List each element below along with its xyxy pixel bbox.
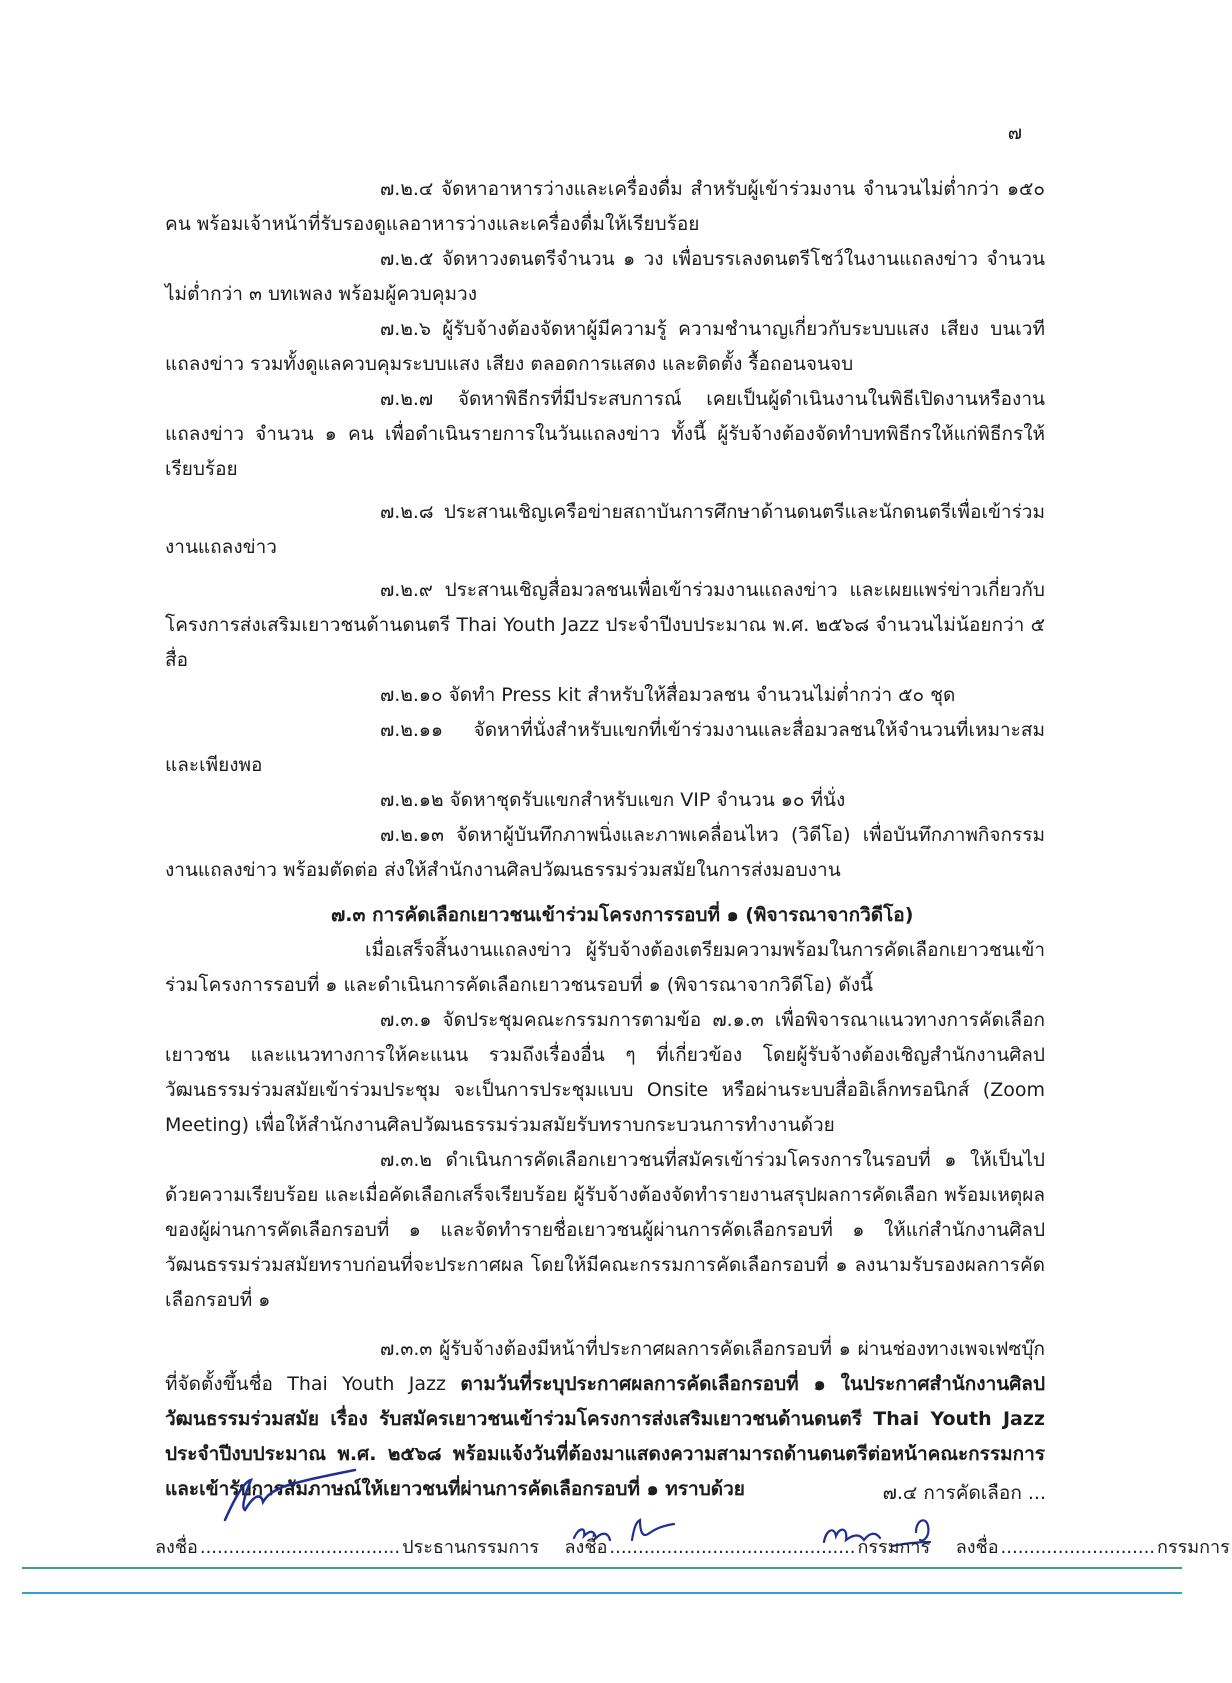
paragraph-7-3-3-normal: ๗.๓.๓ ผู้รับจ้างต้องมีหน้าที่ประกาศผลการคัดเลือกรอบที่ ๑ ผ่านช่องทางเพจเฟซบุ๊ก ที่จัดตั้งขึ้นชื่อ Thai Youth Jazz xyxy=(165,1338,1045,1395)
signature-row xyxy=(155,1532,1230,1561)
paragraph-7-2-8: ๗.๒.๘ ประสานเชิญเครือข่ายสถาบันการศึกษาด้านดนตรีและนักดนตรีเพื่อเข้าร่วมงานแถลงข่าว xyxy=(165,501,1045,558)
paragraph-7-3-3-bold: ตามวันที่ระบุประกาศผลการคัดเลือกรอบที่ ๑ ในประกาศสำนักงานศิลปวัฒนธรรมร่วมสมัย เรื่อง รับสมัครเยาวชนเข้าร่วมโครงการส่งเสริมเยาวชนด้านดนตรี Thai Youth Jazz ประจำปีงบประมาณ พ.ศ. ๒๕๖๘ พร้อมแจ้งวันที่ต้องมาแสดงความสามารถด้านดนตรีต่อหน้าคณะกรรมการและเข้ารับการสัมภาษณ์ให้เยาวชนที่ผ่านการคัดเลือกรอบที่ ๑ ทราบด้วย xyxy=(165,1373,1045,1500)
paragraph-7-2-12: ๗.๒.๑๒ จัดหาชุดรับแขกสำหรับแขก VIP จำนวน ๑๐ ที่นั่ง xyxy=(380,789,846,811)
sign3-dots: ........................... xyxy=(1000,1537,1156,1558)
next-section-reference: ๗.๔ การคัดเลือก ... xyxy=(882,1482,1046,1504)
paragraph-7-2-10: ๗.๒.๑๐ จัดทำ Press kit สำหรับให้สื่อมวลชน จำนวนไม่ต่ำกว่า ๕๐ ชุด xyxy=(380,684,956,706)
paragraph-7-2-13: ๗.๒.๑๓ จัดหาผู้บันทึกภาพนิ่งและภาพเคลื่อนไหว (วิดีโอ) เพื่อบันทึกภาพกิจกรรมงานแถลงข่าว พร้อมตัดต่อ ส่งให้สำนักงานศิลปวัฒนธรรมร่วมสมัยในการส่งมอบงาน xyxy=(165,824,1045,881)
sign1-label: ลงชื่อ xyxy=(155,1537,198,1558)
page-number: ๗ xyxy=(1007,122,1022,144)
sign3-role: กรรมการ xyxy=(1157,1537,1230,1558)
chairman-signature-image xyxy=(215,1462,365,1532)
paragraph-7-2-9: ๗.๒.๙ ประสานเชิญสื่อมวลชนเพื่อเข้าร่วมงานแถลงข่าว และเผยแพร่ข่าวเกี่ยวกับโครงการส่งเสริมเยาวชนด้านดนตรี Thai Youth Jazz ประจำปีงบประมาณ พ.ศ. ๒๕๖๘ จำนวนไม่น้อยกว่า ๕ สื่อ xyxy=(165,579,1045,671)
paragraph-7-2-4: ๗.๒.๔ จัดหาอาหารว่างและเครื่องดื่ม สำหรับผู้เข้าร่วมงาน จำนวนไม่ต่ำกว่า ๑๕๐ คน พร้อมเจ้าหน้าที่รับรองดูแลอาหารว่างและเครื่องดื่มให้เรียบร้อย xyxy=(165,178,1045,235)
paragraph-7-2-6: ๗.๒.๖ ผู้รับจ้างต้องจัดหาผู้มีความรู้ ความชำนาญเกี่ยวกับระบบแสง เสียง บนเวทีแถลงข่าว รวมทั้งดูแลควบคุมระบบแสง เสียง ตลอดการแสดง และติดตั้ง รื้อถอนจนจบ xyxy=(165,318,1045,375)
paragraph-7-2-7: ๗.๒.๗ จัดหาพิธีกรที่มีประสบการณ์ เคยเป็นผู้ดำเนินงานในพิธีเปิดงานหรืองานแถลงข่าว จำนวน ๑ คน เพื่อดำเนินรายการในวันแถลงข่าว ทั้งนี้ ผู้รับจ้างต้องจัดทำบทพิธีกรให้แก่พิธีกรให้เรียบร้อย xyxy=(165,388,1045,480)
sign2-dots: ........................................... xyxy=(609,1537,856,1558)
sign2-label: ลงชื่อ xyxy=(564,1537,608,1558)
sign2-role: กรรมการ xyxy=(857,1537,931,1558)
section-heading-7-3: ๗.๓ การคัดเลือกเยาวชนเข้าร่วมโครงการรอบที่ ๑ (พิจารณาจากวิดีโอ) xyxy=(331,904,914,926)
paragraph-7-3-2: ๗.๓.๒ ดำเนินการคัดเลือกเยาวชนที่สมัครเข้าร่วมโครงการในรอบที่ ๑ ให้เป็นไปด้วยความเรียบร้อย และเมื่อคัดเลือกเสร็จเรียบร้อย ผู้รับจ้างต้องจัดทำรายงานสรุปผลการคัดเลือก พร้อมเหตุผลของผู้ผ่านการคัดเลือกรอบที่ ๑ และจัดทำรายชื่อเยาวชนผู้ผ่านการคัดเลือกรอบที่ ๑ ให้แก่สำนักงานศิลปวัฒนธรรมร่วมสมัยทราบก่อนที่จะประกาศผล โดยให้มีคณะกรรมการคัดเลือกรอบที่ ๑ ลงนามรับรองผลการคัดเลือกรอบที่ ๑ xyxy=(165,1149,1045,1311)
section-intro: เมื่อเสร็จสิ้นงานแถลงข่าว ผู้รับจ้างต้องเตรียมความพร้อมในการคัดเลือกเยาวชนเข้าร่วมโครงการรอบที่ ๑ และดำเนินการคัดเลือกเยาวชนรอบที่ ๑ (พิจารณาจากวิดีโอ) ดังนี้ xyxy=(165,939,1045,996)
document-body xyxy=(165,172,1045,1507)
footer-blue-rule xyxy=(22,1592,1182,1594)
sign3-label: ลงชื่อ xyxy=(955,1537,999,1558)
sign1-dots: ................................... xyxy=(199,1537,401,1558)
sign1-role: ประธานกรรมการ xyxy=(402,1537,540,1558)
paragraph-7-2-11: ๗.๒.๑๑ จัดหาที่นั่งสำหรับแขกที่เข้าร่วมงานและสื่อมวลชนให้จำนวนที่เหมาะสมและเพียงพอ xyxy=(165,719,1045,776)
paragraph-7-3-1: ๗.๓.๑ จัดประชุมคณะกรรมการตามข้อ ๗.๑.๓ เพื่อพิจารณาแนวทางการคัดเลือกเยาวชน และแนวทางการให้คะแนน รวมถึงเรื่องอื่น ๆ ที่เกี่ยวข้อง โดยผู้รับจ้างต้องเชิญสำนักงานศิลปวัฒนธรรมร่วมสมัยเข้าร่วมประชุม จะเป็นการประชุมแบบ Onsite หรือผ่านระบบสื่ออิเล็กทรอนิกส์ (Zoom Meeting) เพื่อให้สำนักงานศิลปวัฒนธรรมร่วมสมัยรับทราบกระบวนการทำงานด้วย xyxy=(165,1009,1045,1136)
footer-green-rule xyxy=(22,1567,1182,1569)
paragraph-7-2-5: ๗.๒.๕ จัดหาวงดนตรีจำนวน ๑ วง เพื่อบรรเลงดนตรีโชว์ในงานแถลงข่าว จำนวนไม่ต่ำกว่า ๓ บทเพลง พร้อมผู้ควบคุมวง xyxy=(165,248,1045,305)
